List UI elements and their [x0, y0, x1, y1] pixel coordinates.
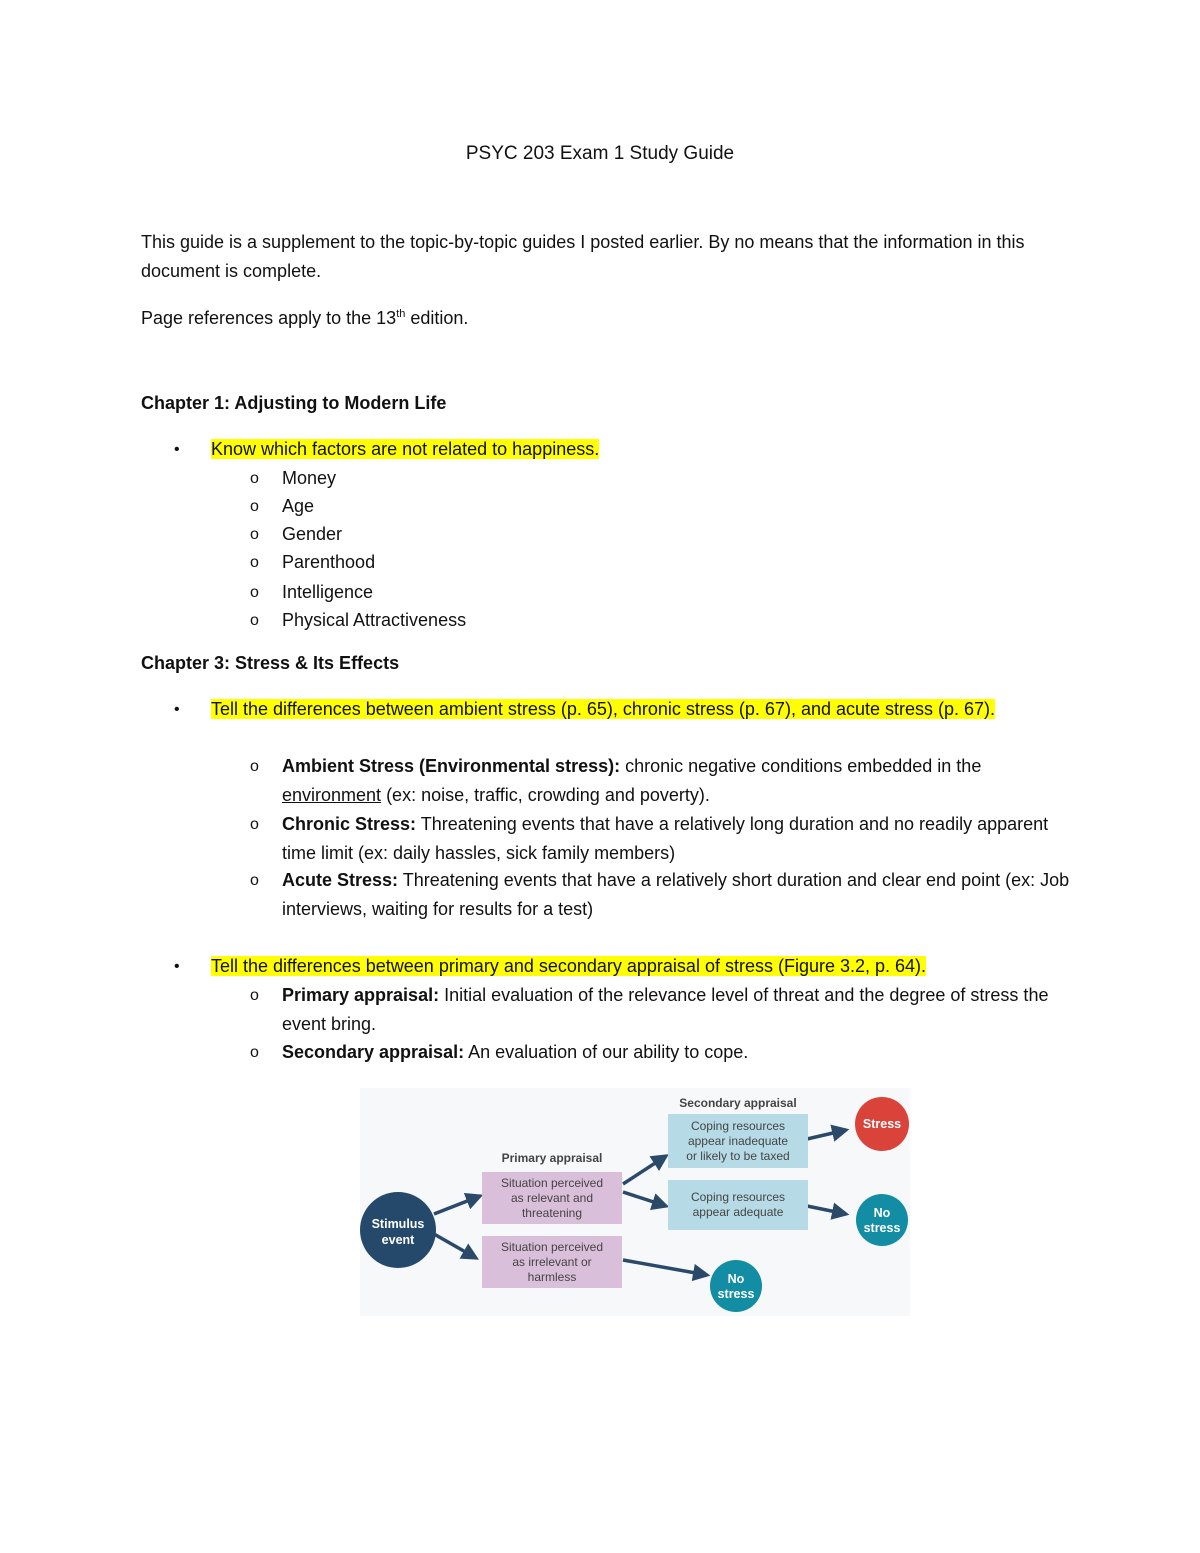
list-item: [250, 578, 1070, 607]
stress-outcome-label: Stress: [862, 1117, 902, 1131]
relevant-box-line2: as relevant and: [510, 1191, 594, 1205]
ambient-stress-term: Ambient Stress (Environmental stress):: [282, 756, 621, 776]
secondary-appraisal-item: [250, 1038, 1070, 1067]
irrelevant-box-line3: harmless: [527, 1270, 577, 1284]
no-stress-outcome-node-right: [856, 1194, 908, 1246]
factor-age: Age: [282, 496, 315, 516]
chapter1-bullet: [141, 435, 1081, 464]
intro-paragraph: This guide is a supplement to the topic-by-topic guides I posted earlier. By no means that the information in this document is complete.: [141, 232, 1025, 281]
stimulus-label-line2: event: [381, 1233, 415, 1247]
secondary-appraisal-label: Secondary appraisal: [679, 1096, 797, 1110]
chapter1-bullet-text: Know which factors are not related to happiness.: [211, 439, 600, 459]
list-item: [250, 548, 1070, 577]
primary-appraisal-definition: Initial evaluation of the relevance level of threat and the degree of stress the event bring.: [282, 985, 1049, 1034]
bullet-marker: •: [174, 958, 180, 975]
arrow-relevant-to-inadequate: [623, 1156, 666, 1184]
sub-marker: o: [250, 816, 259, 833]
sub-marker: o: [250, 1044, 259, 1061]
sub-marker: o: [250, 584, 259, 601]
sub-marker: o: [250, 872, 259, 889]
adequate-box-line1: Coping resources: [690, 1190, 786, 1204]
chapter3-bullet-appraisal: [141, 952, 1081, 981]
ambient-stress-examples: (ex: noise, traffic, crowding and poverty).: [381, 785, 710, 805]
sub-marker: o: [250, 498, 259, 515]
appraisal-diagram: [360, 1088, 910, 1316]
sub-marker: o: [250, 470, 259, 487]
no-stress-bottom-line2: stress: [717, 1287, 755, 1301]
acute-stress-term: Acute Stress:: [282, 870, 399, 890]
sub-marker: o: [250, 758, 259, 775]
acute-stress-definition: Threatening events that have a relatively short duration and clear end point (ex: Job interviews, waiting for results for a test): [282, 870, 1070, 919]
arrow-adequate-to-no-stress: [807, 1206, 846, 1214]
chapter3-bullet1-text: Tell the differences between ambient stress (p. 65), chronic stress (p. 67), and acute stress (p. 67).: [211, 699, 996, 719]
list-item: [250, 606, 1070, 635]
no-stress-outcome-node-bottom: [710, 1260, 762, 1312]
arrow-inadequate-to-stress: [807, 1130, 846, 1139]
ambient-stress-definition: chronic negative conditions embedded in the: [620, 756, 982, 776]
environment-underlined: environment: [282, 785, 382, 805]
irrelevant-box-line1: Situation perceived: [500, 1240, 604, 1254]
factor-intelligence: Intelligence: [282, 582, 374, 602]
primary-appraisal-label: Primary appraisal: [501, 1151, 603, 1165]
relevant-box-line3: threatening: [521, 1206, 583, 1220]
sub-marker: o: [250, 554, 259, 571]
arrow-stimulus-to-irrelevant: [434, 1234, 476, 1258]
factor-physical-attractiveness: Physical Attractiveness: [282, 610, 467, 630]
page-ref-superscript: th: [396, 308, 406, 320]
document-title: PSYC 203 Exam 1 Study Guide: [465, 143, 735, 164]
relevant-box-line1: Situation perceived: [500, 1176, 604, 1190]
inadequate-box-line3: or likely to be taxed: [686, 1149, 790, 1163]
factor-parenthood: Parenthood: [282, 552, 376, 572]
arrow-irrelevant-to-no-stress: [623, 1260, 707, 1275]
bullet-marker: •: [174, 701, 180, 718]
arrow-stimulus-to-relevant: [434, 1196, 480, 1214]
chronic-stress-term: Chronic Stress:: [282, 814, 417, 834]
bullet-marker: •: [174, 441, 180, 458]
chapter3-bullet-stress-types: [141, 695, 1081, 724]
chapter3-heading: Chapter 3: Stress & Its Effects: [141, 653, 400, 673]
sub-marker: o: [250, 987, 259, 1004]
page-references-note: [141, 300, 1041, 333]
sub-marker: o: [250, 526, 259, 543]
appraisal-diagram-svg: [360, 1088, 910, 1316]
primary-appraisal-item: [250, 981, 1070, 1039]
factor-gender: Gender: [282, 524, 343, 544]
list-item: [250, 464, 1070, 493]
inadequate-box-line2: appear inadequate: [687, 1134, 789, 1148]
secondary-appraisal-definition: An evaluation of our ability to cope.: [464, 1042, 749, 1062]
irrelevant-box-line2: as irrelevant or: [512, 1255, 592, 1269]
chronic-stress-item: [250, 810, 1070, 868]
chapter1-heading: Chapter 1: Adjusting to Modern Life: [141, 393, 447, 413]
no-stress-bottom-line1: No: [727, 1272, 745, 1286]
arrow-relevant-to-adequate: [623, 1192, 666, 1206]
page-ref-text: Page references apply to the 13: [141, 308, 397, 328]
acute-stress-item: [250, 866, 1070, 924]
chronic-stress-definition: Threatening events that have a relatively long duration and no readily apparent time limit (ex: daily hassles, sick family members): [282, 814, 1049, 863]
chapter3-bullet2-text: Tell the differences between primary and secondary appraisal of stress (Figure 3.2, p. 64).: [211, 956, 927, 976]
list-item: [250, 492, 1070, 521]
primary-appraisal-term: Primary appraisal:: [282, 985, 440, 1005]
page-ref-text-end: edition.: [405, 308, 469, 328]
factor-money: Money: [282, 468, 337, 488]
adequate-box-line2: appear adequate: [692, 1205, 784, 1219]
sub-marker: o: [250, 612, 259, 629]
no-stress-right-line2: stress: [863, 1221, 901, 1235]
ambient-stress-item: [250, 752, 1070, 810]
no-stress-right-line1: No: [873, 1206, 891, 1220]
stimulus-label-line1: Stimulus: [371, 1217, 425, 1231]
secondary-appraisal-term: Secondary appraisal:: [282, 1042, 465, 1062]
list-item: [250, 520, 1070, 549]
inadequate-box-line1: Coping resources: [690, 1119, 786, 1133]
